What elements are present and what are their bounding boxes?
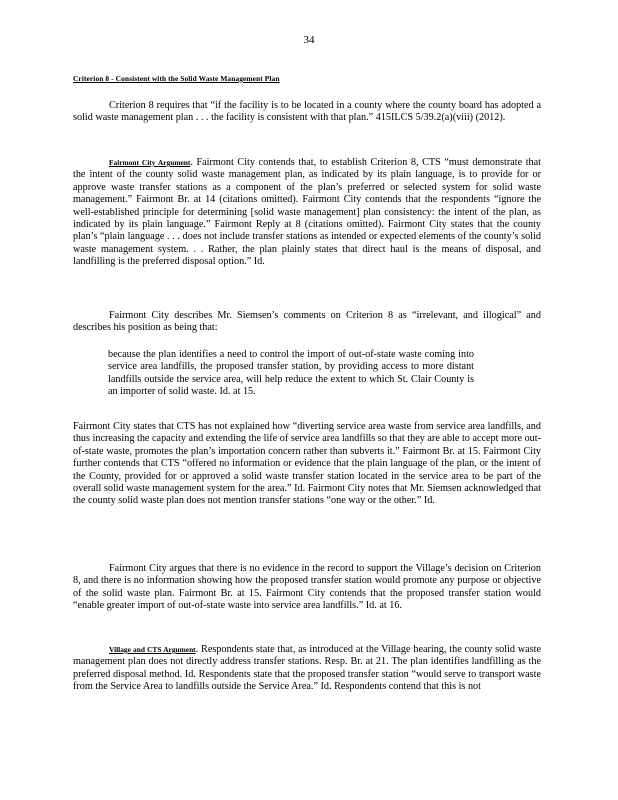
section-heading: Criterion 8 - Consistent with the Solid Waste Management Plan	[73, 74, 280, 83]
paragraph	[73, 563, 541, 613]
paragraph-text: Criterion 8 requires that “if the facility is to be located in a county where the county board has adopted a solid waste management plan . . . the facility is consistent with that plan.” 415ILCS 5/39.2(a)(viii) (2012).	[73, 100, 541, 124]
paragraph	[73, 421, 541, 508]
block-quote: because the plan identifies a need to control the import of out-of-state waste coming into service area landfills, the proposed transfer station, by providing access to more distant landfills outside the service area, will help reduce the extent to which St. Clair County is an importer of solid waste. Id. at 15.	[108, 349, 474, 398]
paragraph	[73, 644, 541, 694]
paragraph-text: . Fairmont City contends that, to establish Criterion 8, CTS “must demonstrate that the intent of the county solid waste management plan, as indicated by its plain language, is to provide for or approve waste transfer stations as a component of the plan’s preferred or selected system for solid waste management.” Fairmont Br. at 14 (citations omitted). Fairmont City contends that the respondents “ignore the well-established principle for determining [solid waste management] plan consistency: the intent of the plan, as indicated by its plain language.” Fairmont Reply at 8 (citations omitted). Fairmont City states that the county plan’s “plain language . . . does not include transfer stations as intended or expected elements of the county’s solid waste management system. . . Rather, the plan plainly states that direct haul is the means of disposal, and landfilling is the preferred disposal option.” Id.	[73, 157, 541, 268]
page-number: 34	[303, 34, 315, 46]
paragraph	[73, 157, 541, 269]
paragraph-text: Fairmont City argues that there is no evidence in the record to support the Village’s decision on Criterion 8, and there is no information showing how the proposed transfer station would promote any purpose or objective of the solid waste plan. Fairmont Br. at 15. Fairmont City contends that the proposed transfer station would “enable greater import of out-of-state waste into service area landfills.” Id. at 16.	[73, 563, 541, 612]
paragraph-text: Fairmont City states that CTS has not explained how “diverting service area waste from service area landfills, and thus increasing the capacity and extending the life of service area landfills so that they are able to accept more out-of-state waste, promotes the plan’s importation concern rather than subverts it.” Fairmont Br. at 15. Fairmont City further contends that CTS “offered no information or evidence that the plain language of the plan, or the intent of the County, provided for or approved a solid waste transfer station located in the service area to be part of the overall solid waste management system for the area.” Id. Fairmont City notes that Mr. Siemsen acknowledged that the county solid waste plan does not mention transfer stations “one way or the other.” Id.	[73, 421, 541, 507]
subsection-heading: Fairmont City Argument	[109, 158, 191, 167]
paragraph	[73, 100, 541, 125]
paragraph	[73, 310, 541, 335]
paragraph-text: . Respondents state that, as introduced at the Village hearing, the county solid waste management plan does not directly address transfer stations. Resp. Br. at 21. The plan identifies landfilling as the preferred disposal method. Id. Respondents state that the proposed transfer station “would serve to transport waste from the Service Area to landfills outside the Service Area.” Id. Respondents contend that this is not	[73, 644, 541, 693]
paragraph-text: Fairmont City describes Mr. Siemsen’s comments on Criterion 8 as “irrelevant, and illogical” and describes his position as being that:	[73, 310, 541, 334]
subsection-heading: Village and CTS Argument	[109, 645, 196, 654]
